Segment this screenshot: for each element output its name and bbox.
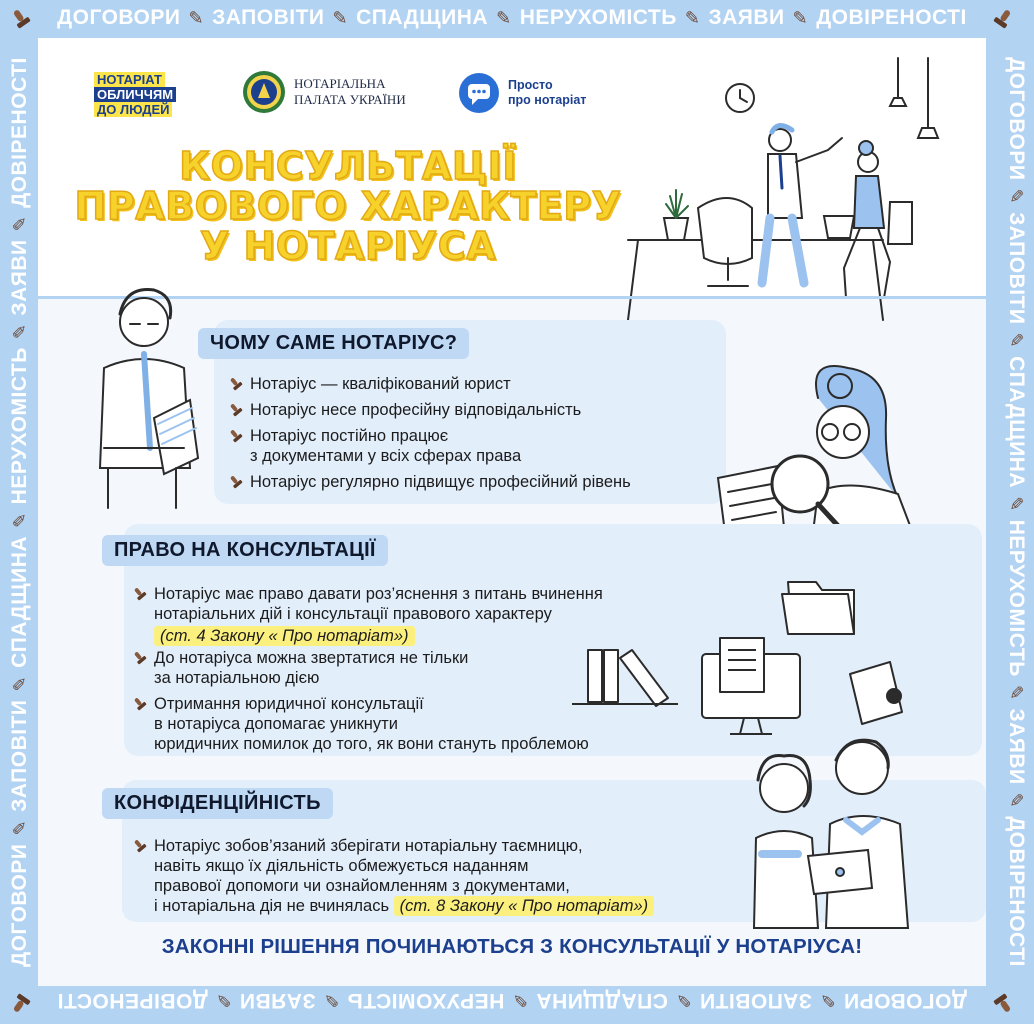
frame-word: НЕРУХОМІСТЬ: [519, 6, 677, 29]
frame-word: ЗАЯВИ: [1005, 708, 1028, 785]
frame-word: СПАДЩИНА: [356, 6, 489, 29]
footer-slogan: ЗАКОННІ РІШЕННЯ ПОЧИНАЮТЬСЯ З КОНСУЛЬТАЦІЇ У НОТАРІУСА!: [161, 935, 863, 958]
frame-word: НЕРУХОМІСТЬ: [8, 347, 31, 505]
title-line: ПРАВОВОГО ХАРАКТЕРУ: [74, 184, 622, 228]
page-title: [68, 146, 628, 266]
frame-word: ЗАПОВІТИ: [212, 6, 325, 29]
frame-left-words: [2, 0, 38, 1024]
frame-word: ЗАЯВИ: [239, 989, 316, 1012]
why-notary-heading: ЧОМУ САМЕ НОТАРІУС?: [198, 328, 469, 359]
stamp-icon: ✎: [323, 990, 340, 1011]
stamp-icon: ✎: [675, 990, 692, 1011]
frame-word: СПАДЩИНА: [535, 989, 668, 1012]
stamp-icon: ✎: [496, 7, 512, 28]
stamp-icon: ✎: [1006, 496, 1027, 512]
frame-word: СПАДЩИНА: [1005, 356, 1028, 489]
stamp-icon: ✎: [1006, 684, 1027, 701]
frame-right-words: [998, 0, 1034, 1024]
stamp-icon-top-left: [8, 6, 34, 32]
title-line: КОНСУЛЬТАЦІЇ: [179, 144, 517, 188]
stamp-icon: [228, 376, 244, 392]
campaign-logo-line: НОТАРІАТ: [94, 72, 165, 87]
frame-word: ЗАПОВІТИ: [8, 699, 31, 812]
stamp-icon: ✎: [1006, 188, 1027, 205]
office-illustration: [628, 58, 958, 293]
frame-top-words: [0, 6, 1024, 30]
stamp-icon: [228, 474, 244, 490]
stamp-icon: [132, 586, 148, 602]
stamp-icon: [132, 696, 148, 712]
stamp-icon: ✎: [332, 7, 349, 28]
stamp-icon: ✎: [1006, 792, 1027, 809]
stamp-icon-bottom-left: [8, 990, 34, 1016]
stamp-icon: ✎: [792, 7, 809, 28]
stamp-icon-bottom-right: [990, 990, 1016, 1016]
confidentiality-heading: КОНФІДЕНЦІЙНІСТЬ: [102, 788, 333, 819]
stamp-icon: [228, 428, 244, 444]
frame-word: НЕРУХОМІСТЬ: [347, 989, 505, 1012]
stamp-icon: ✎: [188, 7, 205, 28]
stamp-icon: ✎: [9, 215, 30, 232]
right-item: До нотаріуса можна звертатися не тільки за нотаріальною дією: [154, 648, 468, 688]
frame-word: ДОВІРЕНОСТІ: [816, 6, 967, 29]
right-to-consult-heading: ПРАВО НА КОНСУЛЬТАЦІЇ: [102, 535, 388, 566]
why-item: Нотаріус постійно працює з документами у всіх сферах права: [250, 426, 521, 466]
chamber-name-line2: ПАЛАТА УКРАЇНИ: [294, 92, 406, 107]
frame-bottom-words: [0, 988, 1024, 1012]
chamber-emblem-icon: [242, 70, 286, 114]
chamber-name-line1: НОТАРІАЛЬНА: [294, 76, 386, 91]
title-line: У НОТАРІУСА: [199, 224, 497, 268]
campaign-logo: [94, 72, 176, 117]
why-item: Нотаріус регулярно підвищує професійний рівень: [250, 472, 631, 492]
stamp-icon: ✎: [9, 675, 30, 692]
stamp-icon: ✎: [215, 990, 232, 1011]
frame-word: ЗАПОВІТИ: [699, 989, 812, 1012]
notary-chamber-logo: [242, 70, 406, 114]
couple-with-laptop-illustration: [738, 728, 928, 928]
law-reference-highlight: (ст. 8 Закону « Про нотаріат»): [394, 896, 655, 916]
frame-word: ДОВІРЕНОСТІ: [57, 989, 208, 1012]
stamp-icon: ✎: [1006, 332, 1027, 349]
why-item: Нотаріус несе професійну відповідальність: [250, 400, 581, 420]
office-documents-illustration: [572, 562, 902, 732]
stamp-icon-top-right: [990, 6, 1016, 32]
campaign-logo-line: ДО ЛЮДЕЙ: [94, 102, 172, 117]
right-item: Нотаріус має право давати роз’яснення з питань вчинення нотаріальних дій і консультації правового характеру (ст. 4 Закону « Про нотаріат»): [154, 584, 603, 646]
confidentiality-item: Нотаріус зобов’язаний зберігати нотаріальну таємницю, навіть якщо їх діяльність обмежується наданням правової допомоги чи ознайомленням з документами, і нотаріальна дія не вчинялась (ст. 8 Закону « Про нотаріат»): [154, 836, 654, 916]
frame-word: СПАДЩИНА: [8, 535, 31, 668]
frame-word: ДОВІРЕНОСТІ: [1005, 816, 1028, 967]
campaign-logo-line: ОБЛИЧЧЯМ: [94, 87, 176, 102]
law-reference-highlight: (ст. 4 Закону « Про нотаріат»): [154, 626, 415, 646]
stamp-icon: [132, 838, 148, 854]
stamp-icon: ✎: [684, 7, 701, 28]
frame-word: ДОГОВОРИ: [8, 843, 31, 967]
content-panel: [38, 38, 986, 986]
frame-word: ДОГОВОРИ: [57, 6, 181, 29]
frame-word: ЗАЯВИ: [708, 6, 785, 29]
right-item: Отримання юридичної консультації в нотаріуса допомагає уникнути юридичних помилок до того, як вони стануть проблемою: [154, 694, 589, 754]
frame-word: ЗАПОВІТИ: [1005, 212, 1028, 325]
stamp-icon: [228, 402, 244, 418]
frame-word: ДОГОВОРИ: [1005, 57, 1028, 181]
why-item: Нотаріус — кваліфікований юрист: [250, 374, 511, 394]
stamp-icon: ✎: [9, 512, 30, 528]
header: [38, 38, 986, 296]
stamp-icon: ✎: [9, 819, 30, 836]
frame-word: ДОГОВОРИ: [843, 989, 967, 1012]
simple-logo-line1: Просто: [508, 78, 553, 92]
frame-word: ЗАЯВИ: [8, 239, 31, 316]
frame-word: НЕРУХОМІСТЬ: [1005, 519, 1028, 677]
stamp-icon: [132, 650, 148, 666]
chat-bubble-icon: [458, 72, 500, 114]
man-with-book-illustration: [80, 268, 210, 518]
stamp-icon: ✎: [9, 323, 30, 340]
frame-word: ДОВІРЕНОСТІ: [8, 57, 31, 208]
stamp-icon: ✎: [512, 990, 528, 1011]
simple-about-notary-logo: [458, 72, 586, 114]
stamp-icon: ✎: [819, 990, 836, 1011]
simple-logo-line2: про нотаріат: [508, 93, 587, 107]
